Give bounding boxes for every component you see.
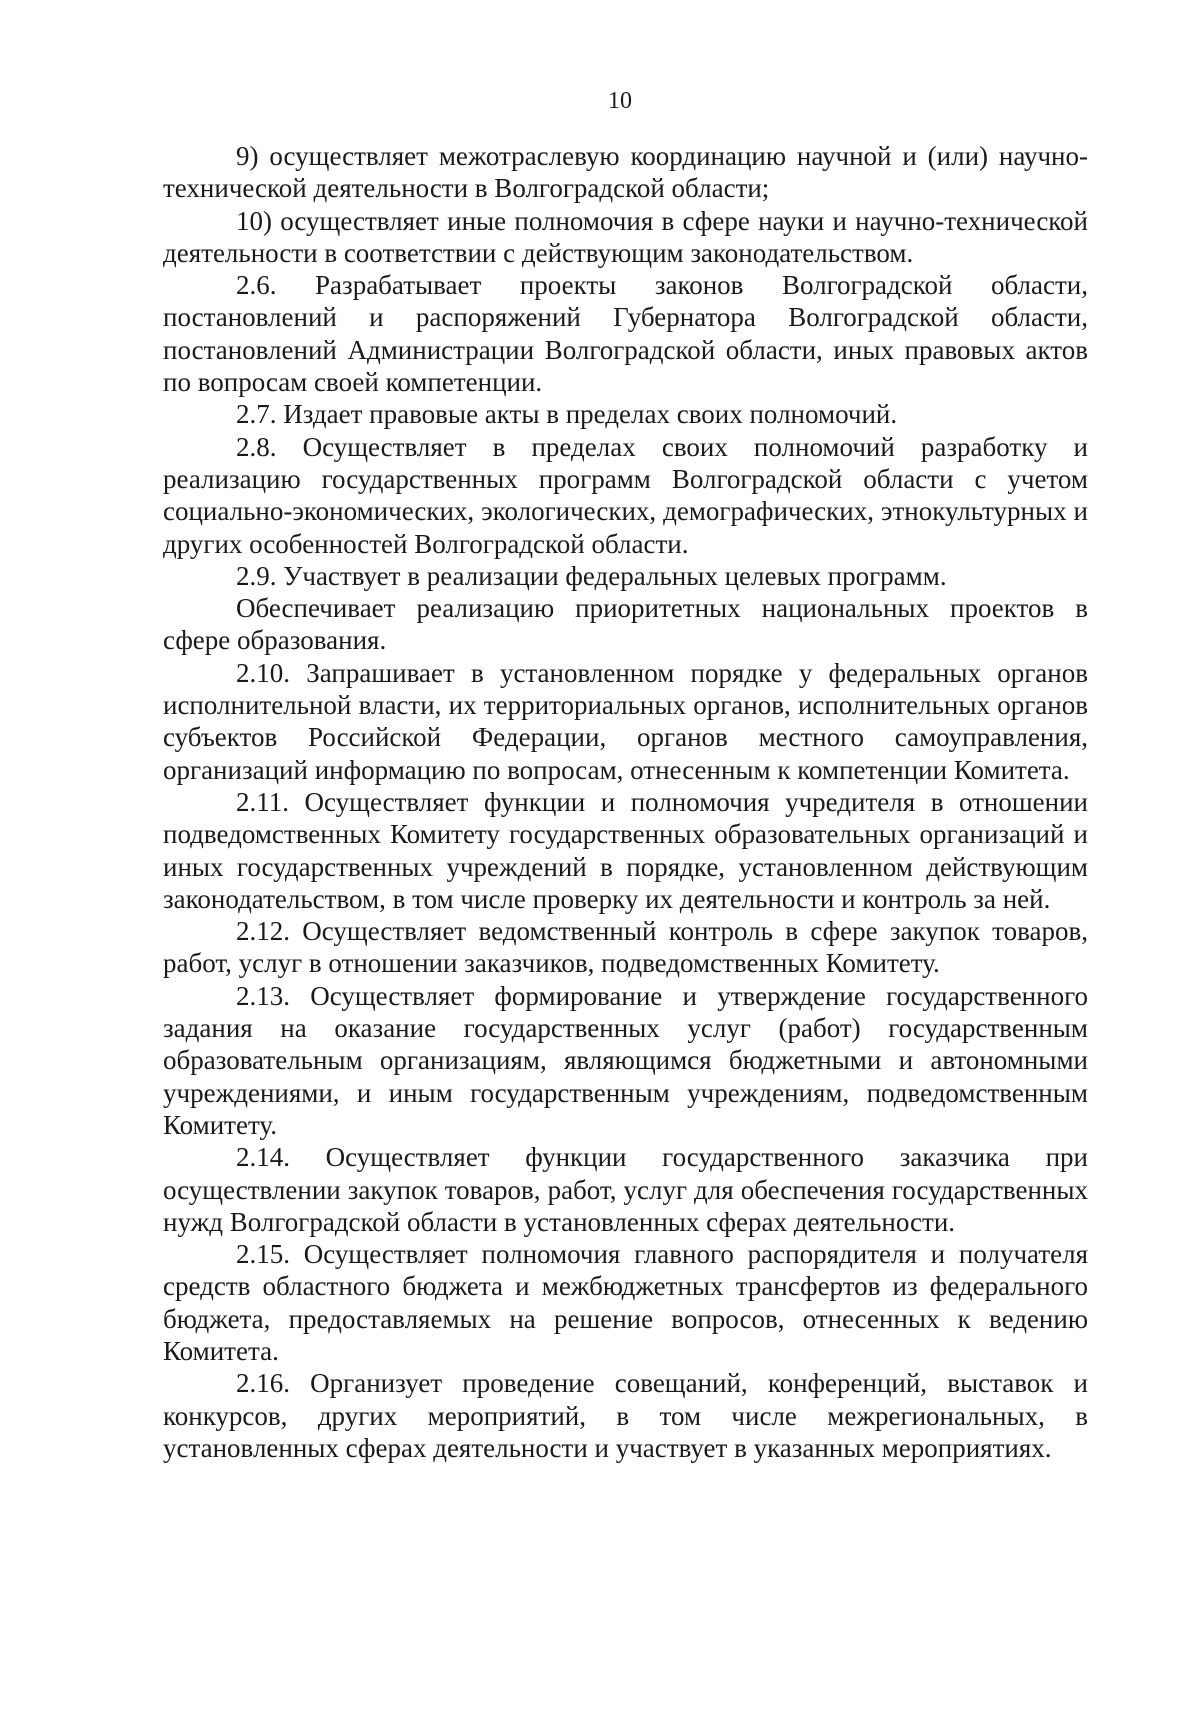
document-body (163, 140, 1088, 1464)
paragraph-2-13: 2.13. Осуществляет формирование и утверждение государственного задания на оказание государственных услуг (работ) государственным образовательным организациям, являющимся бюджетными и автономными учреждениями, и иным государственным учреждениям, подведомственным Комитету. (163, 980, 1088, 1140)
paragraph-2-15: 2.15. Осуществляет полномочия главного распорядителя и получателя средств областного бюджета и межбюджетных трансфертов из федерального бюджета, предоставляемых на решение вопросов, отнесенных к ведению Комитета. (163, 1239, 1088, 1366)
paragraph-2-12: 2.12. Осуществляет ведомственный контроль в сфере закупок товаров, работ, услуг в отношении заказчиков, подведомственных Комитету. (163, 916, 1088, 979)
paragraph-item-10: 10) осуществляет иные полномочия в сфере науки и научно-технической деятельности в соответствии с действующим законодательством. (163, 205, 1088, 268)
paragraph-2-6: 2.6. Разрабатывает проекты законов Волгоградской области, постановлений и распоряжений Губернатора Волгоградской области, постановлений Администрации Волгоградской области, иных правовых актов по вопросам своей компетенции. (163, 270, 1088, 398)
paragraph-2-7: 2.7. Издает правовые акты в пределах своих полномочий. (236, 399, 898, 430)
paragraph-item-9: 9) осуществляет межотраслевую координацию научной и (или) научно-технической деятельности в Волгоградской области; (163, 141, 1088, 204)
paragraph-2-9-continuation: Обеспечивает реализацию приоритетных национальных проектов в сфере образования. (163, 593, 1088, 656)
paragraph-2-10: 2.10. Запрашивает в установленном порядке у федеральных органов исполнительной власти, их территориальных органов, исполнительных органов субъектов Российской Федерации, органов местного самоуправления, организаций информацию по вопросам, отнесенным к компетенции Комитета. (163, 657, 1088, 785)
paragraph-2-8: 2.8. Осуществляет в пределах своих полномочий разработку и реализацию государственных программ Волгоградской области с учетом социально-экономических, экологических, демографических, этнокультурных и других особенностей Волгоградской области. (163, 431, 1088, 559)
paragraph-2-11: 2.11. Осуществляет функции и полномочия учредителя в отношении подведомственных Комитету государственных образовательных организаций и иных государственных учреждений в порядке, установленном действующим законодательством, в том числе проверку их деятельности и контроль за ней. (163, 786, 1088, 914)
paragraph-2-16: 2.16. Организует проведение совещаний, конференций, выставок и конкурсов, других мероприятий, в том числе межрегиональных, в установленных сферах деятельности и участвует в указанных мероприятиях. (163, 1368, 1088, 1463)
paragraph-2-9: 2.9. Участвует в реализации федеральных целевых программ. (236, 560, 947, 591)
page-number: 10 (608, 88, 632, 114)
paragraph-2-14: 2.14. Осуществляет функции государственного заказчика при осуществлении закупок товаров, работ, услуг для обеспечения государственных нужд Волгоградской области в установленных сферах деятельности. (163, 1142, 1088, 1237)
